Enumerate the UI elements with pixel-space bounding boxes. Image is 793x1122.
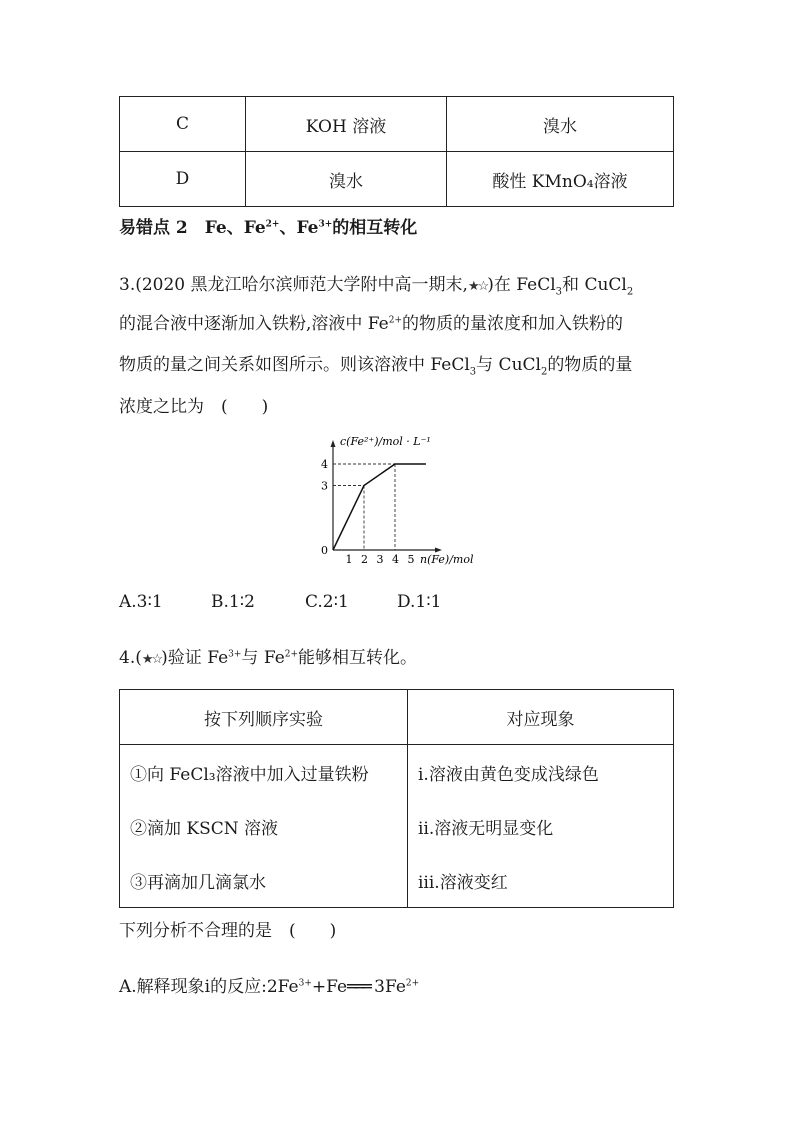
experiment-table bbox=[119, 689, 674, 908]
series-line bbox=[333, 464, 426, 550]
table-cell: ③再滴加几滴氯水 bbox=[120, 853, 408, 908]
y-tick-label: 4 bbox=[321, 458, 328, 471]
table-cell: KOH 溶液 bbox=[246, 97, 447, 152]
table-header: 按下列顺序实验 bbox=[120, 690, 408, 745]
q3-line-3: 物质的量之间关系如图所示。则该溶液中 FeCl$_3$与 CuCl$_2$的物质的量 bbox=[119, 355, 633, 378]
difficulty-star-icon: ★☆ bbox=[141, 652, 162, 667]
y-tick-label: 3 bbox=[321, 479, 328, 493]
x-axis-label: n(Fe)/mol bbox=[420, 553, 474, 566]
option-d: D.1∶1 bbox=[397, 592, 442, 612]
option-b: B.1∶2 bbox=[211, 592, 255, 612]
table-cell: C bbox=[120, 97, 246, 152]
table-cell: ⅱ.溶液无明显变化 bbox=[408, 799, 674, 853]
table-row bbox=[120, 799, 674, 853]
q4-option-a: A.解释现象ⅰ的反应$:2Fe^{3+}+Fe═══$ $3Fe^{2+}$ bbox=[119, 977, 420, 997]
x-tick-label: 2 bbox=[361, 553, 368, 566]
reagent-table bbox=[119, 96, 674, 207]
table-header: 对应现象 bbox=[408, 690, 674, 745]
option-a: A.3∶1 bbox=[119, 592, 163, 612]
table-cell: D bbox=[120, 152, 246, 207]
x-tick-label: 1 bbox=[345, 553, 353, 566]
q4-question: 下列分析不合理的是 ( ) bbox=[119, 921, 337, 941]
q3-options bbox=[119, 592, 441, 612]
table-cell: ②滴加 KSCN 溶液 bbox=[120, 799, 408, 853]
y-axis-label: c(Fe²⁺)/mol · L⁻¹ bbox=[340, 435, 431, 448]
q3-line-1: 3.(2020 黑龙江哈尔滨师范大学附中高一期末,★☆)在 FeCl$_3$和 CuCl$_2$ bbox=[119, 275, 634, 298]
q3-line-4: 浓度之比为 ( ) bbox=[119, 397, 269, 417]
table-cell: 酸性 KMnO₄溶液 bbox=[447, 152, 674, 207]
x-tick-label: 4 bbox=[392, 553, 399, 566]
table-cell: ①向 FeCl₃溶液中加入过量铁粉 bbox=[120, 745, 408, 800]
table-cell: ⅰ.溶液由黄色变成浅绿色 bbox=[408, 745, 674, 800]
table-cell: 溴水 bbox=[246, 152, 447, 207]
table-header-row bbox=[120, 690, 674, 745]
table-row bbox=[120, 745, 674, 800]
x-tick-label: 3 bbox=[376, 553, 384, 566]
fe-concentration-chart bbox=[310, 434, 480, 570]
table-row bbox=[120, 97, 674, 152]
x-tick-label: 5 bbox=[407, 553, 415, 566]
section-heading: 易错点 2 Fe、$Fe^{2+}$、$Fe^{3+}$的相互转化 bbox=[119, 218, 418, 238]
option-c: C.2∶1 bbox=[305, 592, 349, 612]
table-cell: ⅲ.溶液变红 bbox=[408, 853, 674, 908]
y-tick-label: 0 bbox=[321, 544, 328, 557]
table-cell: 溴水 bbox=[447, 97, 674, 152]
table-row bbox=[120, 152, 674, 207]
q4-stem: 4.(★☆)验证 $Fe^{3+}$与 $Fe^{2+}$能够相互转化。 bbox=[119, 648, 418, 668]
difficulty-star-icon: ★☆ bbox=[467, 279, 488, 294]
q3-line-2: 的混合液中逐渐加入铁粉,溶液中 $Fe^{2+}$的物质的量浓度和加入铁粉的 bbox=[119, 314, 624, 334]
table-row bbox=[120, 853, 674, 908]
